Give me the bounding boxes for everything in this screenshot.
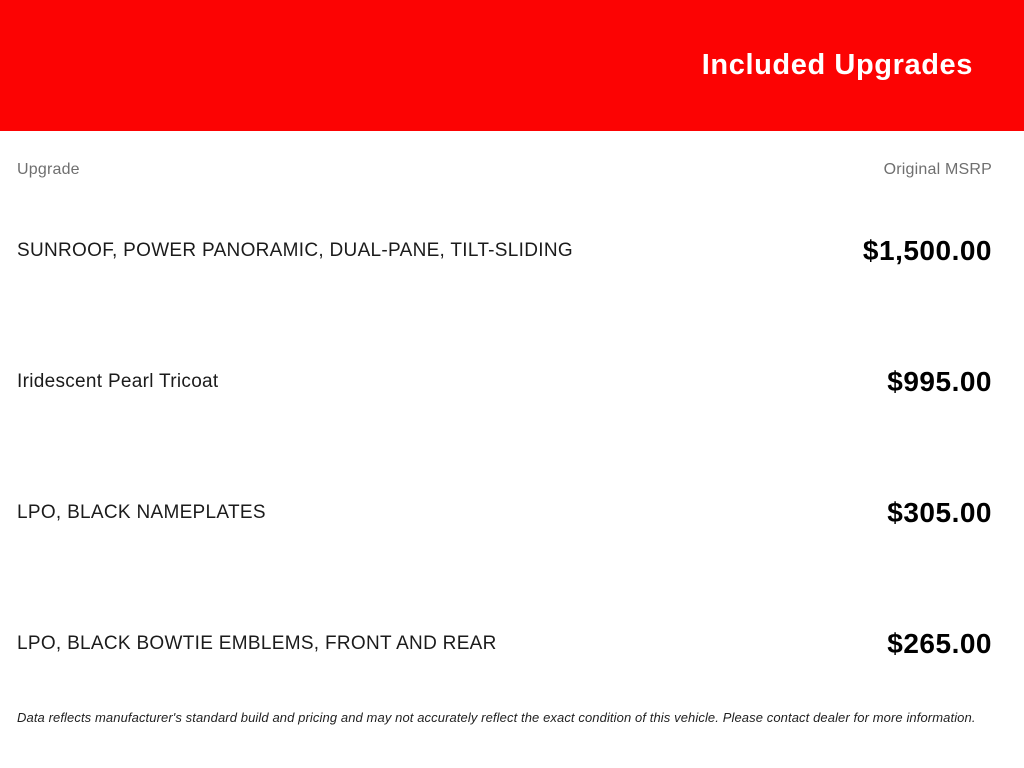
upgrade-price: $265.00 [887, 627, 992, 659]
page-title: Included Upgrades [701, 49, 973, 81]
upgrade-name: Iridescent Pearl Tricoat [17, 370, 219, 392]
upgrade-price: $995.00 [887, 365, 992, 397]
column-header-original-msrp: Original MSRP [883, 161, 992, 178]
table-row [17, 496, 992, 529]
table-row [17, 627, 992, 660]
upgrade-price: $1,500.00 [862, 234, 992, 266]
disclaimer-text: Data reflects manufacturer's standard build and pricing and may not accurately reflect the exact condition of this vehicle. Please contact dealer for more information. [17, 710, 976, 725]
table-row [17, 234, 992, 267]
upgrade-name: SUNROOF, POWER PANORAMIC, DUAL-PANE, TILT-SLIDING [17, 239, 573, 261]
upgrade-rows [17, 179, 992, 660]
upgrade-name: LPO, BLACK BOWTIE EMBLEMS, FRONT AND REAR [17, 632, 497, 654]
upgrades-content [0, 131, 1024, 768]
upgrade-name: LPO, BLACK NAMEPLATES [17, 501, 266, 523]
upgrade-price: $305.00 [887, 496, 992, 528]
table-row [17, 365, 992, 398]
column-header-upgrade: Upgrade [17, 161, 80, 178]
table-header-row [17, 131, 992, 179]
header-banner [0, 0, 1024, 131]
